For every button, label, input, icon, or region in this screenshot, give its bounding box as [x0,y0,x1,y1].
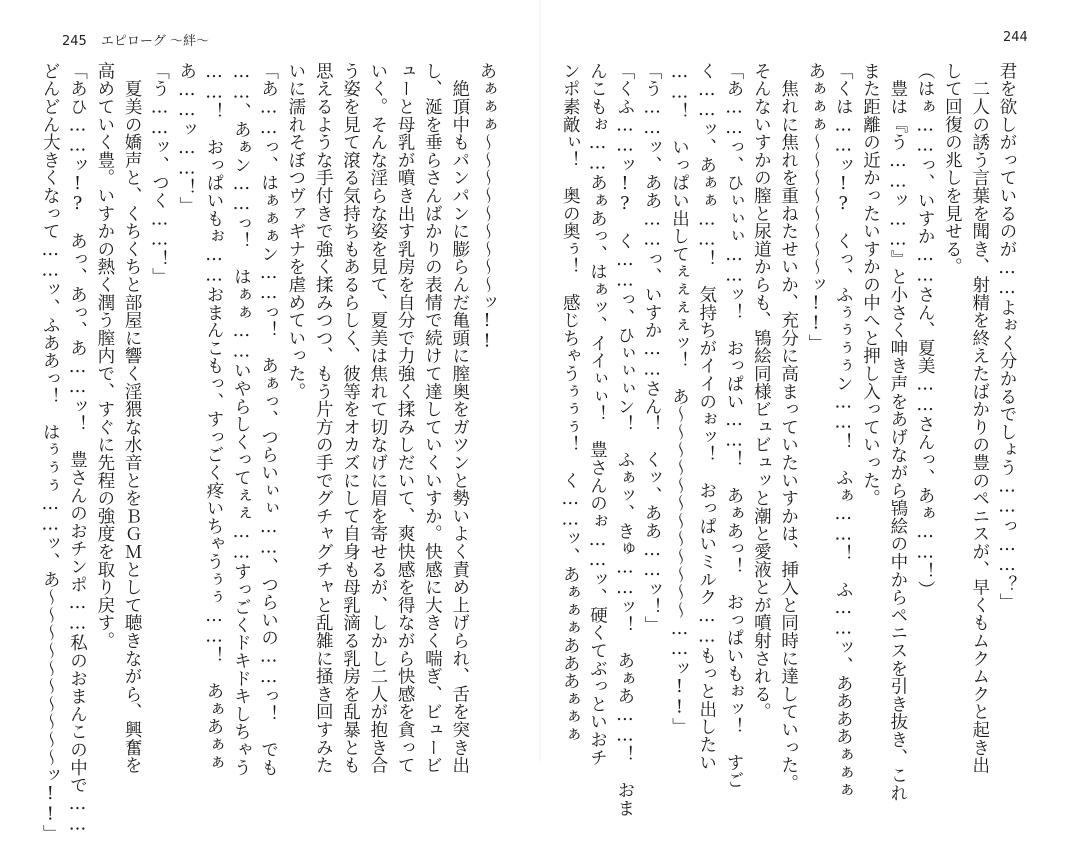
text-line: 「くは……ッ!? くっ、ふぅぅぅぅン……！ ふぁ……！ ふ……ッ、ああああぁぁぁ [833,62,854,799]
text-line: あぁぁぁ〜〜〜〜〜〜〜〜〜ッ!! [477,62,497,352]
text-line: う姿を見て滾る気持ちもあるらしく、彼等をオカズにして自身も母乳滴る乳房を乱暴とも [340,62,361,774]
text-line: 「う……ッ、ああ……っ、いすか……さん！ くッ、ああ……ッ！」 [642,62,663,634]
text-line: あ……ッ……！」 [176,62,197,215]
text-line: どんどん大きくなって……ッ、ふああっ！ はぅぅぅ……ッ、あ〜〜〜〜〜〜〜〜〜〜ッ!!」 [40,62,61,842]
text-line: ューと母乳が噴き出す乳房を自分で力強く揉みしだいて、爽快感を得ながら快感を貪って [395,62,416,774]
text-line: また距離の近かったいすかの中へと押し入っていった。 [860,62,881,507]
page-gutter [539,0,541,761]
left-page-header [62,30,209,49]
text-line: 夏美の嬌声と、くちくちと部屋に響く淫猥な水音とをＢＧＭとして聴きながら、興奮を [122,62,143,774]
text-line: く……ッ、あぁぁ……！ 気持ちがイイのぉッ！ おっぱいミルク……もっと出したい [696,62,717,772]
left-page-number: 245 [62,34,87,49]
text-line: あぁぁぁ〜〜〜〜〜〜〜〜ッ!!」 [805,62,826,352]
text-line: そんないすかの膣と尿道からも、鴇絵同様ビュビュッと潮と愛液とが噴射される。 [751,62,772,721]
text-line: （はぁ……っ、いすか……さん、夏美……さんっ、あぁ……！） [915,62,936,599]
text-line: いく。そんな淫らな姿を見て、夏美は焦れて切なげに眉を寄せるが、しかし二人が抱き合 [367,62,388,774]
text-line: して回復の兆しを見せる。 [942,62,963,276]
text-line: 「あひ……ッ!? あっ、あっ、あ……ッ！ 豊さんのおチンポ……私のおまんこの中で…… [67,62,88,835]
right-page-header [1003,30,1028,45]
left-page-body [40,62,500,842]
text-line: 絶頂中もパンパンに膨らんだ亀頭に膣奥をガツンと勢いよく責め上げられ、舌を突き出 [449,62,470,774]
text-line: 「くふ……ッ!? く……っ、ひぃぃぃン！ ふぁッ、きゅ……ッ！ あぁあ……！ おま [614,62,635,817]
text-line: ……！ おっぱいもぉ……おまんこもっ、すっごく疼いちゃうぅぅ……！ あぁあぁぁ [204,62,225,772]
text-line: 「あ……っ、ひぃぃぃ……ッ！ おっぱい……！ あぁあっ！ おっぱいもぉッ！ すご [724,62,745,789]
text-line: ンポ素敵ぃ！ 奥の奥ぅ！ 感じちゃうぅぅぅ！ く……ッ、あぁぁぁあああぁぁぁ [560,62,581,744]
right-page-number: 244 [1003,30,1028,45]
text-line: ……！ いっぱい出してぇぇぇぇッ！ あ〜〜〜〜〜〜〜〜〜〜〜〜……ッ!!」 [669,62,690,736]
text-line: 思えるような手付きで強く揉みつつ、もう片方の手でグチャグチャと乱雑に掻き回すみた [313,62,334,774]
text-line: 高めていく豊。いすかの熱く潤う膣内で、すぐに先程の強度を取り戻す。 [94,62,115,650]
text-line: 二人の誘う言葉を聞き、射精を終えたばかりの豊のペニスが、早くもムクムクと起き出 [969,62,990,774]
text-line: 「う……ッ、つく……！」 [149,62,170,286]
text-line: 焦れに焦れを重ねたせいか、充分に高まっていたいすかは、挿入と同時に達していった。 [778,62,799,792]
text-line: 「あ……っ、はぁぁぁン……っ！ あぁっ、つらいぃぃ……、つらいの……っ！ でも [258,62,279,777]
text-line: いに濡れそぼつヴァギナを虐めていった。 [285,62,306,401]
text-line: んこもぉ……あぁあっ、はぁッ、イイぃぃ！ 豊さんのぉ……ッ、硬くてぶっといおチ [587,62,608,767]
text-line: 君を欲しがっているのが……よぉく分かるでしょう……っ……？」 [997,62,1017,611]
running-head: エピローグ 〜絆〜 [100,34,209,49]
right-page-body [560,62,1020,817]
text-line: ……、あぁン……っ！ はぁぁ……いやらしくってぇぇ……すっごくドキドキしちゃう [231,62,252,777]
text-line: 豊は『う……ッ……』と小さく呻き声をあげながら鴇絵の中からペニスを引き抜き、これ [887,62,908,802]
text-line: し、涎を垂らさんばかりの表情で続けて達していくいすか。快感に大きく喘ぎ、ビュービ [422,62,443,774]
